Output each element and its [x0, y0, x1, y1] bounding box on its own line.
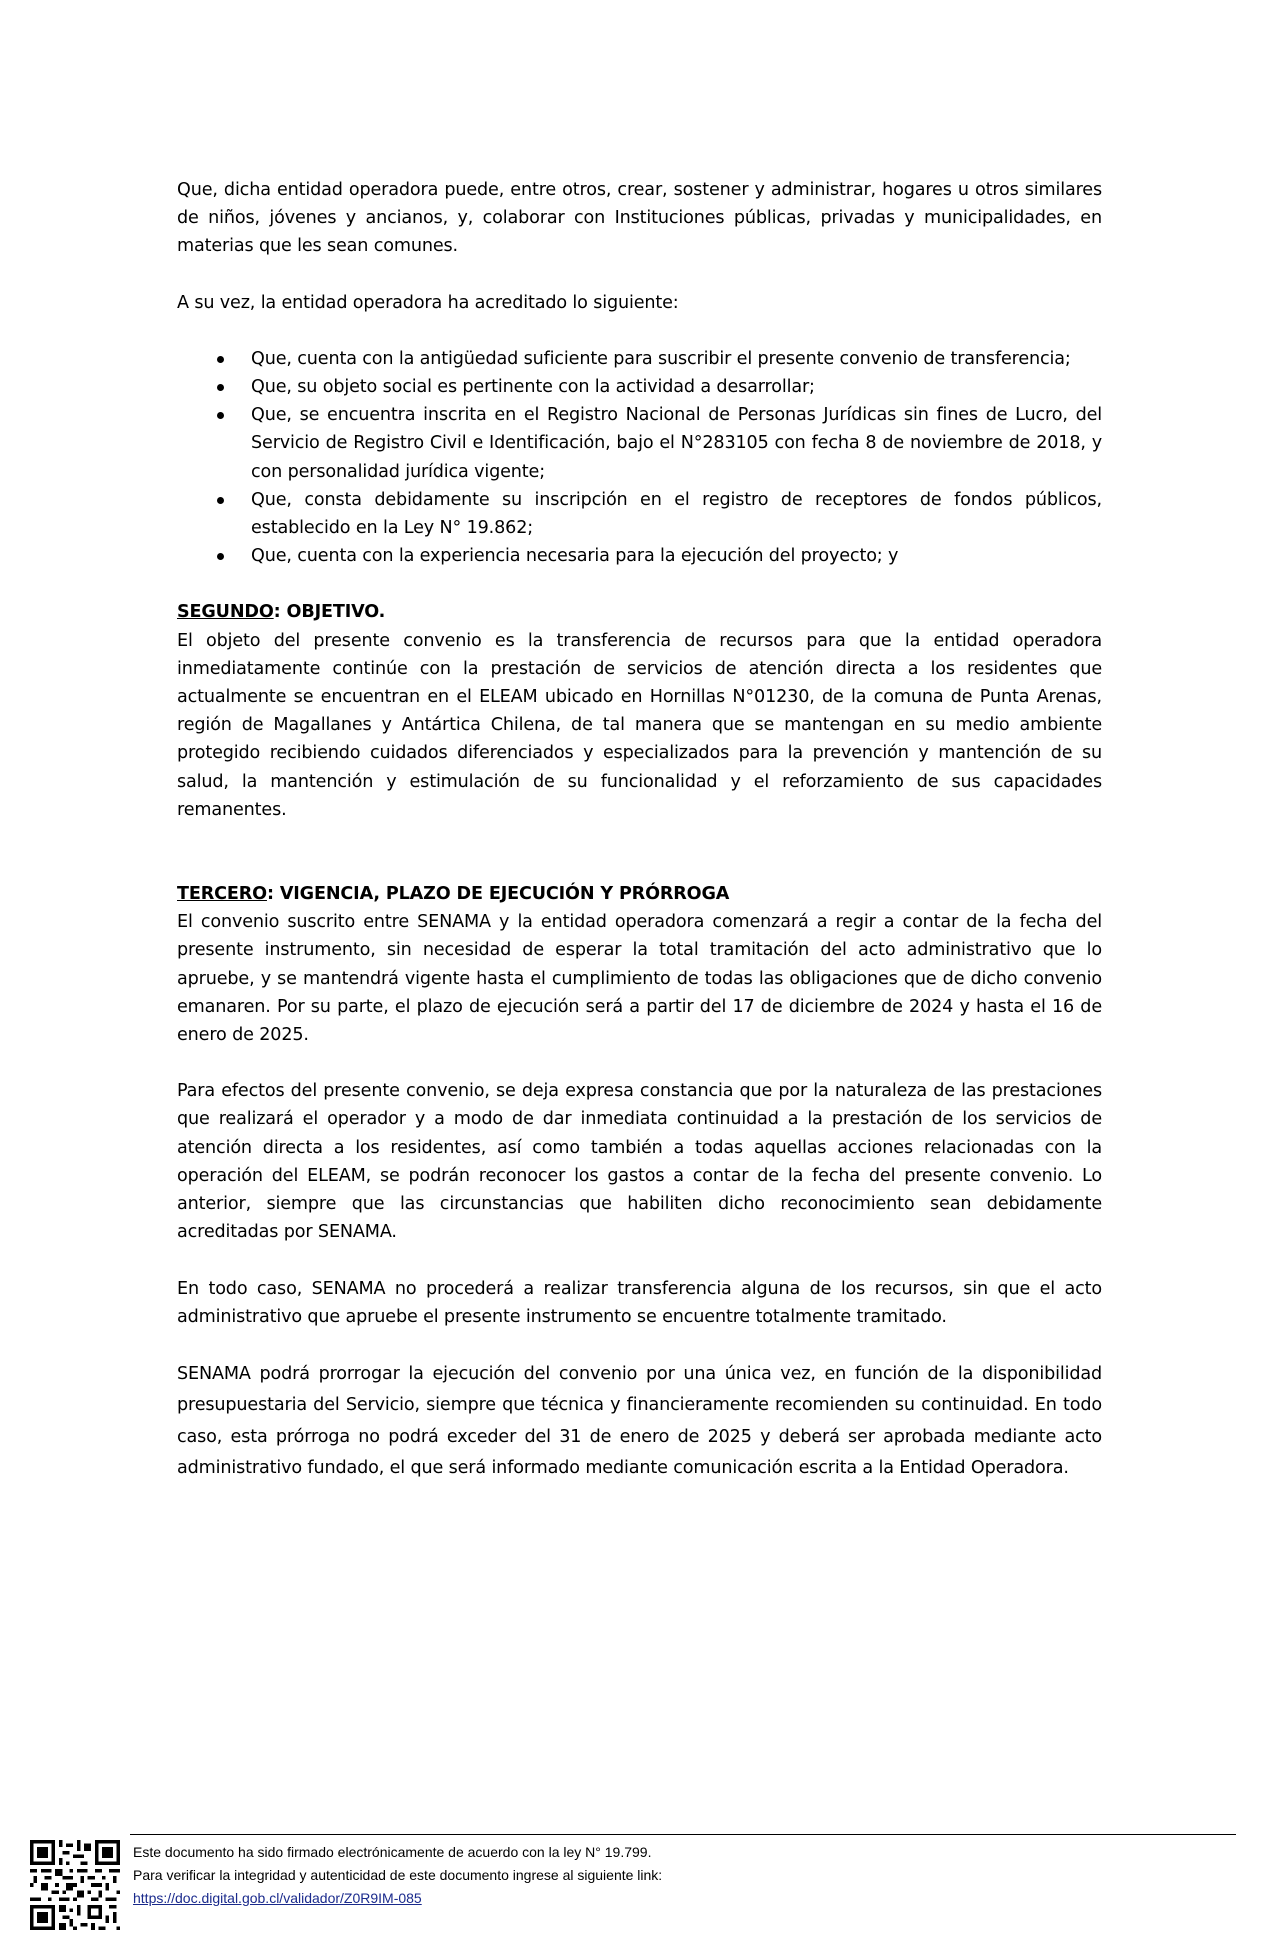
section-label: SEGUNDO — [177, 602, 274, 623]
tercero-paragraph: SENAMA podrá prorrogar la ejecución del convenio por una única vez, en función de la disponibilidad presupuestaria del Servicio, siempre que técnica y financieramente recomienden su continuidad. En todo caso, esta prórroga no podrá exceder del 31 de enero de 2025 y deberá ser aprobada mediante acto administrativo fundado, el que será informado mediante comunicación escrita a la Entidad Operadora. — [177, 1363, 1102, 1479]
validator-link[interactable]: https://doc.digital.gob.cl/validador/Z0R9IM-085 — [133, 1890, 422, 1906]
bullet-icon — [217, 356, 224, 363]
bullet-icon — [217, 553, 224, 560]
signature-notice-line: Este documento ha sido firmado electrónicamente de acuerdo con la ley N° 19.799. — [133, 1844, 652, 1860]
section-title: : VIGENCIA, PLAZO DE EJECUCIÓN Y PRÓRROGA — [266, 884, 730, 905]
signature-notice — [133, 1841, 662, 1910]
list-item: Que, se encuentra inscrita en el Registro Nacional de Personas Jurídicas sin fines de Lucro, del Servicio de Registro Civil e Identificación, bajo el N°283105 con fecha 8 de noviembre de 2018, y con personalidad jurídica vigente; — [177, 401, 1102, 486]
verification-notice-line: Para verificar la integridad y autenticidad de este documento ingrese al siguiente link: — [133, 1867, 663, 1883]
tercero-paragraph: En todo caso, SENAMA no procederá a realizar transferencia alguna de los recursos, sin que el acto administrativo que apruebe el presente instrumento se encuentre totalmente tramitado. — [177, 1278, 1102, 1327]
section-label: TERCERO — [177, 884, 267, 905]
list-item: Que, cuenta con la antigüedad suficiente para suscribir el presente convenio de transferencia; — [177, 345, 1102, 373]
section-heading-segundo — [177, 598, 1102, 626]
bullet-icon — [217, 497, 224, 504]
section-title: : OBJETIVO. — [273, 602, 386, 623]
document-body — [177, 176, 1102, 1485]
intro-paragraph: Que, dicha entidad operadora puede, entre otros, crear, sostener y administrar, hogares u otros similares de niños, jóvenes y ancianos, y, colaborar con Instituciones públicas, privadas y municipalidades, en materias que les sean comunes. — [177, 180, 1102, 257]
section-heading-tercero — [177, 880, 1102, 908]
bullet-icon — [217, 412, 224, 419]
list-item: Que, consta debidamente su inscripción en el registro de receptores de fondos públicos, establecido en la Ley N° 19.862; — [177, 486, 1102, 542]
qr-code-icon — [30, 1840, 120, 1930]
bullet-icon — [217, 384, 224, 391]
accredited-list — [177, 345, 1102, 571]
footer-divider — [130, 1834, 1236, 1835]
tercero-paragraph: El convenio suscrito entre SENAMA y la entidad operadora comenzará a regir a contar de la fecha del presente instrumento, sin necesidad de esperar la total tramitación del acto administrativo que lo apruebe, y se mantendrá vigente hasta el cumplimiento de todas las obligaciones que de dicho convenio emanaren. Por su parte, el plazo de ejecución será a partir del 17 de diciembre de 2024 y hasta el 16 de enero de 2025. — [177, 912, 1102, 1046]
tercero-paragraph: Para efectos del presente convenio, se deja expresa constancia que por la naturaleza de las prestaciones que realizará el operador y a modo de dar inmediata continuidad a la prestación de los servicios de atención directa a los residentes, así como también a todas aquellas acciones relacionadas con la operación del ELEAM, se podrán reconocer los gastos a contar de la fecha del presente convenio. Lo anterior, siempre que las circunstancias que habiliten dicho reconocimiento sean debidamente acreditadas por SENAMA. — [177, 1081, 1102, 1243]
accredited-intro: A su vez, la entidad operadora ha acreditado lo siguiente: — [177, 292, 679, 313]
segundo-body: El objeto del presente convenio es la transferencia de recursos para que la entidad operadora inmediatamente continúe con la prestación de servicios de atención directa a los residentes que actualmente se encuentran en el ELEAM ubicado en Hornillas N°01230, de la comuna de Punta Arenas, región de Magallanes y Antártica Chilena, de tal manera que se mantengan en su medio ambiente protegido recibiendo cuidados diferenciados y especializados para la prevención y mantención de su salud, la mantención y estimulación de su funcionalidad y el reforzamiento de sus capacidades remanentes. — [177, 630, 1102, 820]
list-item: Que, su objeto social es pertinente con la actividad a desarrollar; — [177, 373, 1102, 401]
list-item: Que, cuenta con la experiencia necesaria para la ejecución del proyecto; y — [177, 542, 1102, 570]
